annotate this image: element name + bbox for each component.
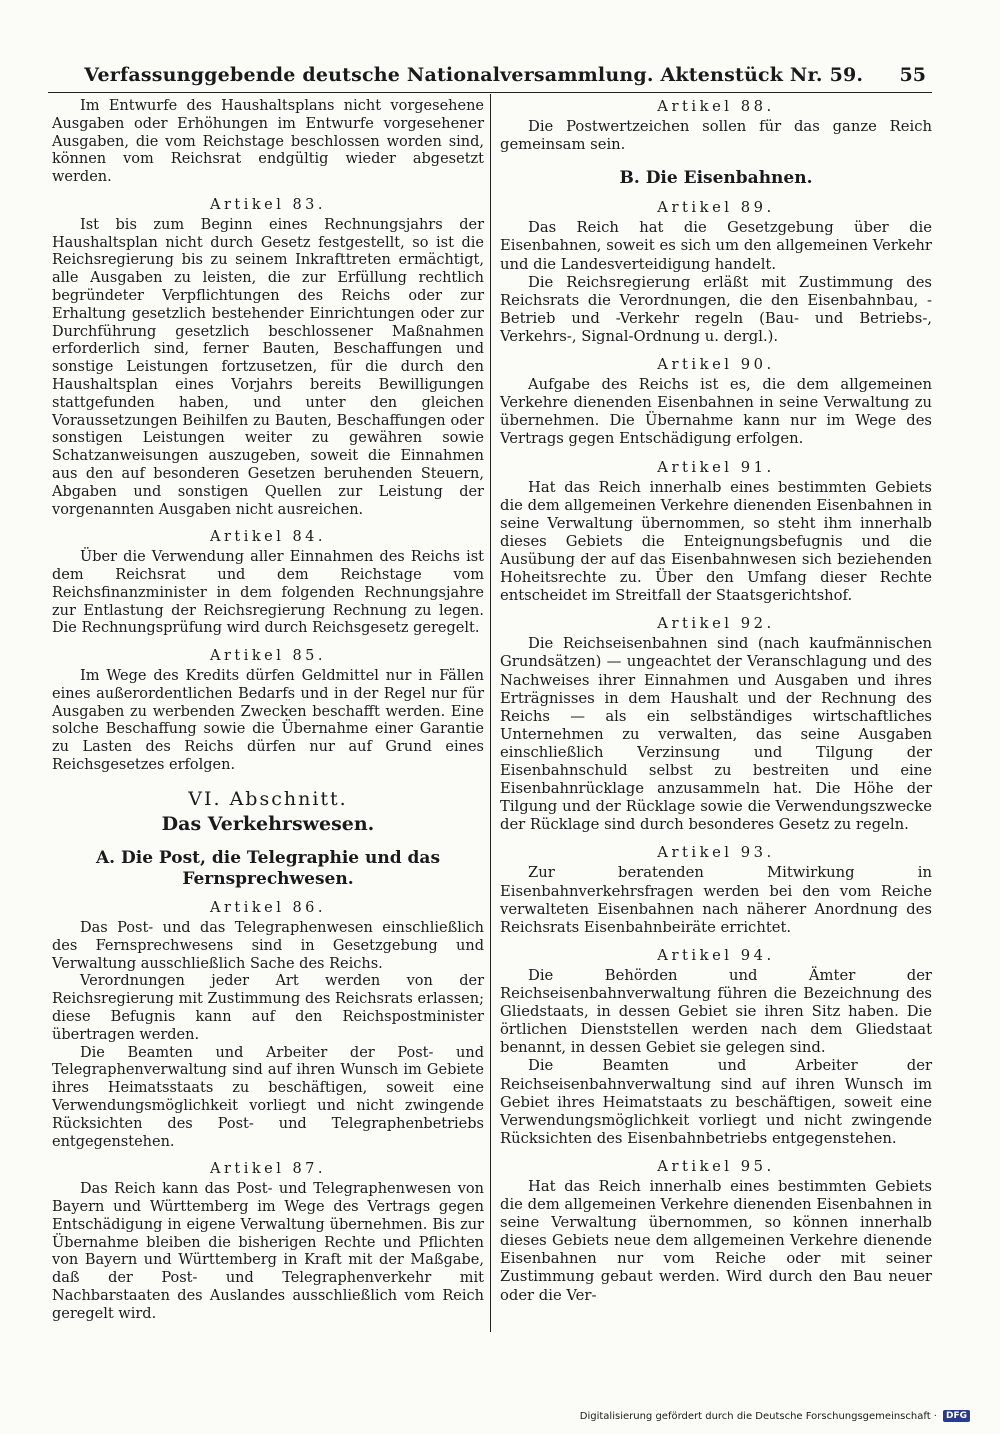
right-column: [500, 98, 932, 1305]
column-divider: [490, 94, 491, 1332]
paragraph: Im Entwurfe des Haushaltsplans nicht vorgesehene Ausgaben oder Erhöhungen im Entwurfe vorgesehener Ausgaben, die vom Reichstage beschlossen worden sind, können vom Reichsrat endgültig wieder abgesetzt werden.: [52, 98, 484, 186]
article-86-paragraph-3: Die Beamten und Arbeiter der Post- und Telegraphenverwaltung sind auf ihren Wunsch im Gebiete ihres Heimatsstaats zu beschäftigen, soweit eine Verwendungsmöglichkeit vorliegt und nicht zwingende Rücksichten des Post- und Telegraphenbetriebs entgegenstehen.: [52, 1044, 484, 1150]
article-95-text: Hat das Reich innerhalb eines bestimmten Gebiets die dem allgemeinen Verkehre dienenden Eisenbahnen in seine Verwaltung übernommen, so können innerhalb dieses Gebiets neue dem allgemeinen Verkehre dienende Eisenbahnen nur vom Reiche oder mit seiner Zustimmung gebaut werden. Wird durch den Bau neuer oder die Ver-: [500, 1177, 933, 1304]
page-header: [48, 52, 932, 86]
article-84-text: Über die Verwendung aller Einnahmen des Reichs ist dem Reichsrat und dem Reichstage vom Reichsfinanzminister in dem folgenden Rechnungsjahre zur Entlastung der Reichsregierung Rechnung zu legen. Die Rechnungsprüfung wird durch Reichsgesetz geregelt.: [52, 549, 484, 637]
article-83-heading: Artikel 83.: [209, 196, 327, 213]
article-93-heading: Artikel 93.: [657, 844, 775, 862]
article-86-paragraph-1: Das Post- und das Telegraphenwesen einschließlich des Fernsprechwesens sind in Gesetzgebung und Verwaltung ausschließlich Sache des Reichs.: [52, 920, 484, 972]
article-89-paragraph-2: Die Reichsregierung erläßt mit Zustimmung des Reichsrats die Verordnungen, die den Eisenbahnbau, -Betrieb und -Verkehr regeln (Bau- und Betriebs-, Verkehrs-, Signal-Ordnung u. dergl.).: [500, 273, 932, 345]
article-87-heading: Artikel 87.: [209, 1161, 327, 1178]
subsection-a-title: A. Die Post, die Telegraphie und das Fernsprechwesen.: [95, 848, 441, 890]
article-85-heading: Artikel 85.: [209, 648, 327, 665]
article-86-heading: Artikel 86.: [209, 900, 327, 917]
funding-note: Digitalisierung gefördert durch die Deutsche Forschungsgemeinschaft ·: [579, 1410, 937, 1422]
article-93-text: Zur beratenden Mitwirkung in Eisenbahnverkehrsfragen werden bei den vom Reiche verwalteten Eisenbahnen nach näherer Anordnung des Reichsrats Eisenbahnbeiräte errichtet.: [500, 864, 932, 936]
article-89-paragraph-1: Das Reich hat die Gesetzgebung über die Eisenbahnen, soweit es sich um den allgemeinen Verkehr und die Landesverteidigung handelt.: [500, 219, 932, 273]
article-92-heading: Artikel 92.: [657, 615, 775, 633]
article-94-paragraph-1: Die Behörden und Ämter der Reichseisenbahnverwaltung führen die Bezeichnung des Gliedstaats, in dessen Gebiet sie ihren Sitz haben. Die örtlichen Dienststellen werden nach dem Gliedstaat benannt, in dessen Gebiet sie gelegen sind.: [500, 966, 932, 1057]
article-89-heading: Artikel 89.: [657, 199, 775, 217]
left-column: [52, 98, 484, 1324]
footer: [580, 1410, 970, 1422]
running-title: Verfassunggebende deutsche Nationalversammlung. Aktenstück Nr. 59.: [84, 64, 864, 86]
article-90-heading: Artikel 90.: [657, 356, 775, 374]
article-95-heading: Artikel 95.: [657, 1157, 775, 1175]
article-94-paragraph-2: Die Beamten und Arbeiter der Reichseisenbahnverwaltung sind auf ihren Wunsch im Gebiet ihres Heimatstaats zu beschäftigen, soweit eine Verwendungsmöglichkeit vorliegt und nicht zwingende Rücksichten des Eisenbahnbetriebs entgegenstehen.: [500, 1057, 932, 1147]
section-title: Das Verkehrswesen.: [161, 813, 375, 836]
page-number: 55: [899, 64, 926, 86]
subsection-b-title: B. Die Eisenbahnen.: [619, 168, 813, 189]
article-91-heading: Artikel 91.: [657, 458, 775, 476]
article-90-text: Aufgabe des Reichs ist es, die dem allgemeinen Verkehre dienenden Eisenbahnen in seine Verwaltung zu übernehmen. Die Übernahme kann nur im Wege des Vertrags gegen Entschädigung erfolgen.: [500, 376, 932, 448]
header-rule: [48, 92, 932, 93]
article-85-text: Im Wege des Kredits dürfen Geldmittel nur in Fällen eines außerordentlichen Bedarfs und in der Regel nur für Ausgaben zu werbenden Zwecken beschafft werden. Eine solche Beschaffung sowie die Übernahme einer Garantie zu Lasten des Reichs dürfen nur auf Grund eines Reichsgesetzes erfolgen.: [52, 667, 484, 773]
article-94-heading: Artikel 94.: [657, 946, 775, 964]
section-number: VI. Abschnitt.: [188, 787, 348, 810]
article-86-paragraph-2: Verordnungen jeder Art werden von der Reichsregierung mit Zustimmung des Reichsrats erlassen; diese Befugnis kann auf den Reichspostminister übertragen werden.: [52, 973, 484, 1043]
article-84-heading: Artikel 84.: [209, 529, 327, 546]
article-91-text: Hat das Reich innerhalb eines bestimmten Gebiets die dem allgemeinen Verkehre dienenden Eisenbahnen in seine Verwaltung übernommen, so steht ihm innerhalb dieses Gebiets die Enteignungsbefugnis und die Ausübung der auf das Eisenbahnwesen sich beziehenden Hoheitsrechte zu. Über den Umfang dieser Rechte entscheidet im Streitfall der Staatsgerichtshof.: [500, 478, 933, 605]
article-88-heading: Artikel 88.: [657, 98, 775, 115]
dfg-logo: DFG: [943, 1410, 970, 1422]
article-92-text: Die Reichseisenbahnen sind (nach kaufmännischen Grundsätzen) — ungeachtet der Veranschlagung und des Nachweises ihrer Einnahmen und Ausgaben und ihres Erträgnisses in dem Haushalt und der Rechnung des Reichs — als ein selbständiges wirtschaftliches Unternehmen zu verwalten, das seine Ausgaben einschließlich Verzinsung und Tilgung der Eisenbahnschuld selbst zu bestreiten und eine Eisenbahnrücklage anzusammeln hat. Die Höhe der Tilgung und der Rücklage sowie die Verwendungszwecke der Rücklage sind durch besonderes Gesetz zu regeln.: [500, 635, 932, 834]
article-87-text: Das Reich kann das Post- und Telegraphenwesen von Bayern und Württemberg im Wege des Vertrags gegen Entschädigung in eigene Verwaltung übernehmen. Bis zur Übernahme bleiben die bisherigen Rechte und Pflichten von Bayern und Württemberg in Kraft mit der Maßgabe, daß der Post- und Telegraphenverkehr mit Nachbarstaaten des Auslandes ausschließlich vom Reich geregelt wird.: [52, 1181, 484, 1322]
article-83-text: Ist bis zum Beginn eines Rechnungsjahrs der Haushaltsplan nicht durch Gesetz festgestellt, so ist die Reichsregierung bis zu seinem Inkrafttreten ermächtigt, alle Ausgaben zu leisten, die zur Erfüllung rechtlich begründeter Verpflichtungen des Reichs oder zur Erhaltung gesetzlich bestehender Einrichtungen oder zur Durchführung gesetzlich beschlossener Maßnahmen erforderlich sind, ferner Bauten, Beschaffungen und sonstige Leistungen fortzusetzen, für die durch den Haushaltsplan eines Vorjahrs bereits Bewilligungen stattgefunden haben, und unter den gleichen Voraussetzungen Beihilfen zu Bauten, Beschaffungen oder sonstigen Leistungen weiter zu gewähren sowie Schatzanweisungen auszugeben, soweit die Einnahmen aus den auf besonderen Gesetzen beruhenden Steuern, Abgaben und sonstigen Quellen zur Leistung der vorgenannten Ausgaben nicht ausreichen.: [52, 216, 484, 518]
article-88-text: Die Postwertzeichen sollen für das ganze Reich gemeinsam sein.: [500, 118, 932, 154]
